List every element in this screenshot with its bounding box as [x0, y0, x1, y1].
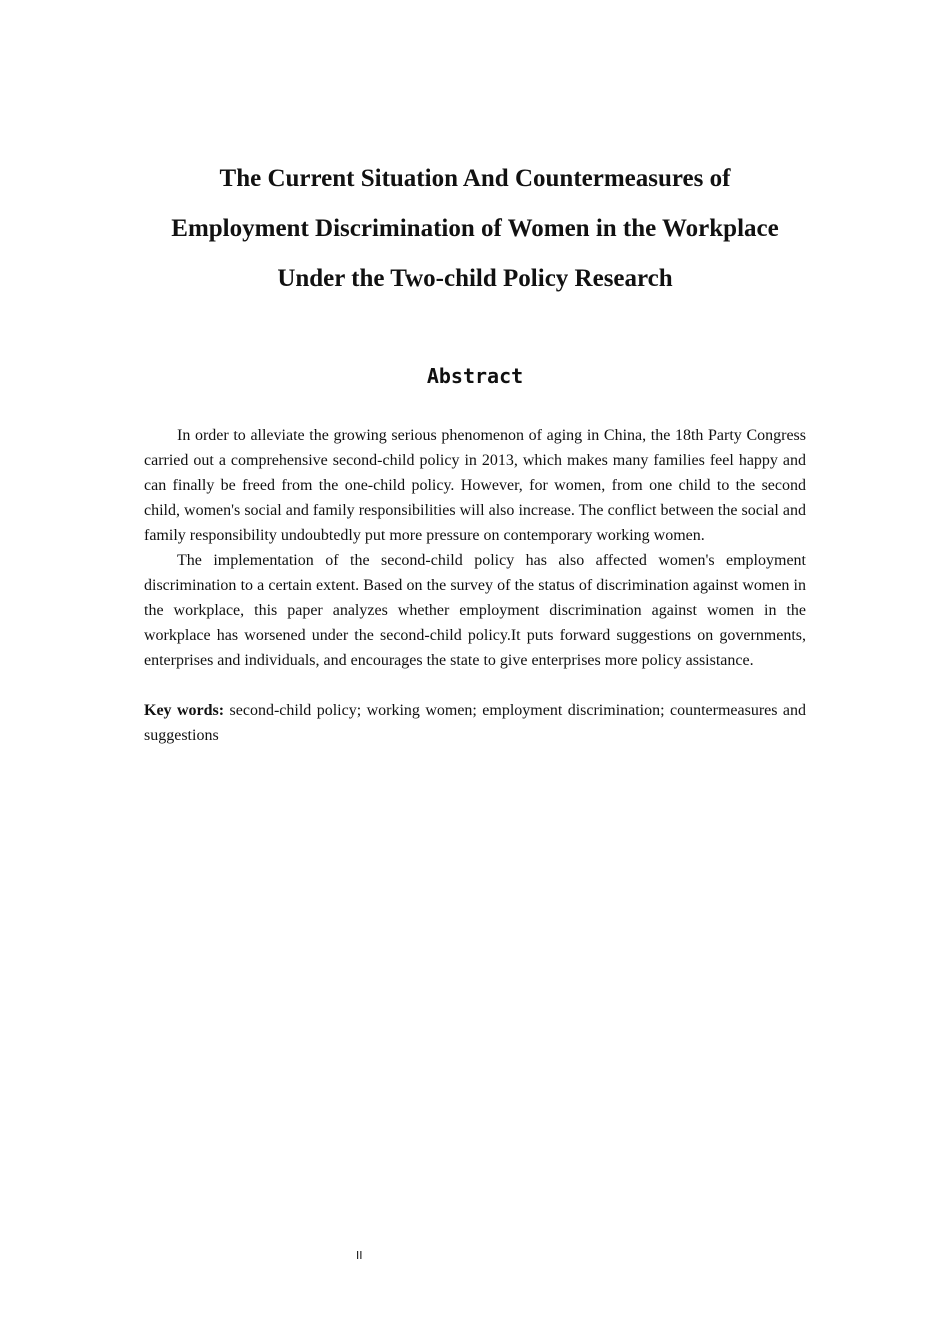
title-line-3: Under the Two-child Policy Research	[277, 265, 673, 292]
paper-title	[100, 154, 850, 304]
keywords	[144, 698, 806, 748]
abstract-body	[144, 423, 806, 748]
page-number: II	[356, 1249, 363, 1262]
abstract-paragraph-1: In order to alleviate the growing serious phenomenon of aging in China, the 18th Party Congress carried out a comprehensive second-child policy in 2013, which makes many families feel happy and can finally be freed from the one-child policy. However, for women, from one child to the second child, women's social and family responsibilities will also increase. The conflict between the social and family responsibility undoubtedly put more pressure on contemporary working women.	[144, 427, 806, 544]
abstract-heading: Abstract	[426, 364, 524, 388]
title-line-2: Employment Discrimination of Women in the Workplace	[171, 215, 779, 242]
title-line-1: The Current Situation And Countermeasures of	[219, 165, 731, 192]
keywords-label: Key words:	[144, 702, 225, 719]
abstract-paragraph-2: The implementation of the second-child policy has also affected women's employment discrimination to a certain extent. Based on the survey of the status of discrimination against women in the workplace, this paper analyzes whether employment discrimination against women in the workplace has worsened under the second-child policy.It puts forward suggestions on governments, enterprises and individuals, and encourages the state to give enterprises more policy assistance.	[144, 552, 806, 669]
keywords-text: second-child policy; working women; employment discrimination; countermeasures and suggestions	[144, 702, 807, 744]
